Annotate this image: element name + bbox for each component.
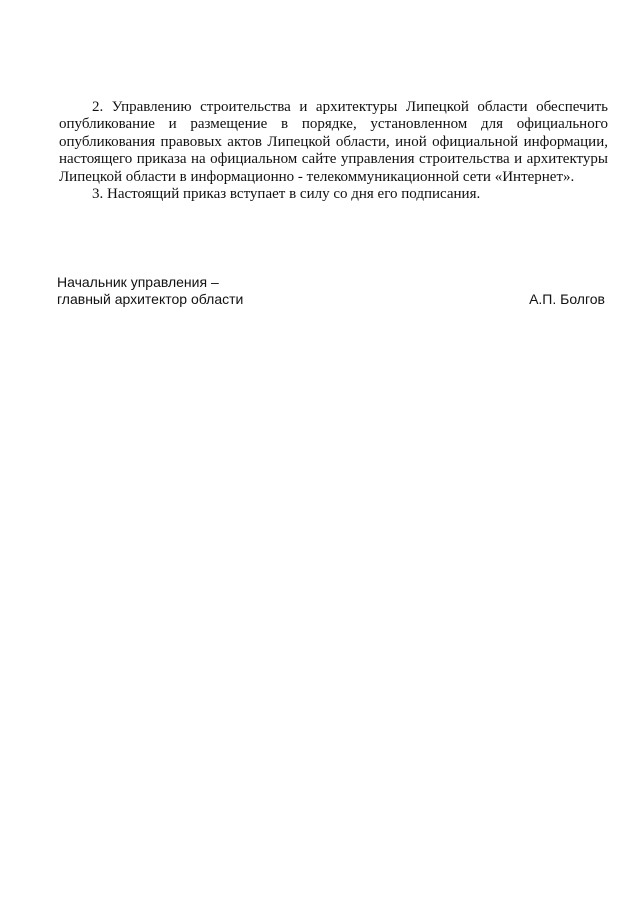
document-body [59,99,608,203]
paragraph-2: 2. Управлению строительства и архитектуры Липецкой области обеспечить опубликование и размещение в порядке, установленном для официального опубликования правовых актов Липецкой области, иной официальной информации, настоящего приказа на официальном сайте управления строительства и архитектуры Липецкой области в информационно - телекоммуникационной сети «Интернет». [59,99,608,185]
signatory-name: А.П. Болгов [529,291,605,307]
signature-row [57,291,605,308]
signature-block [57,274,605,308]
signatory-position-line2: главный архитектор области [57,291,244,307]
signatory-position-line1: Начальник управления – [57,274,219,290]
paragraph-3: 3. Настоящий приказ вступает в силу со дня его подписания. [92,186,481,203]
